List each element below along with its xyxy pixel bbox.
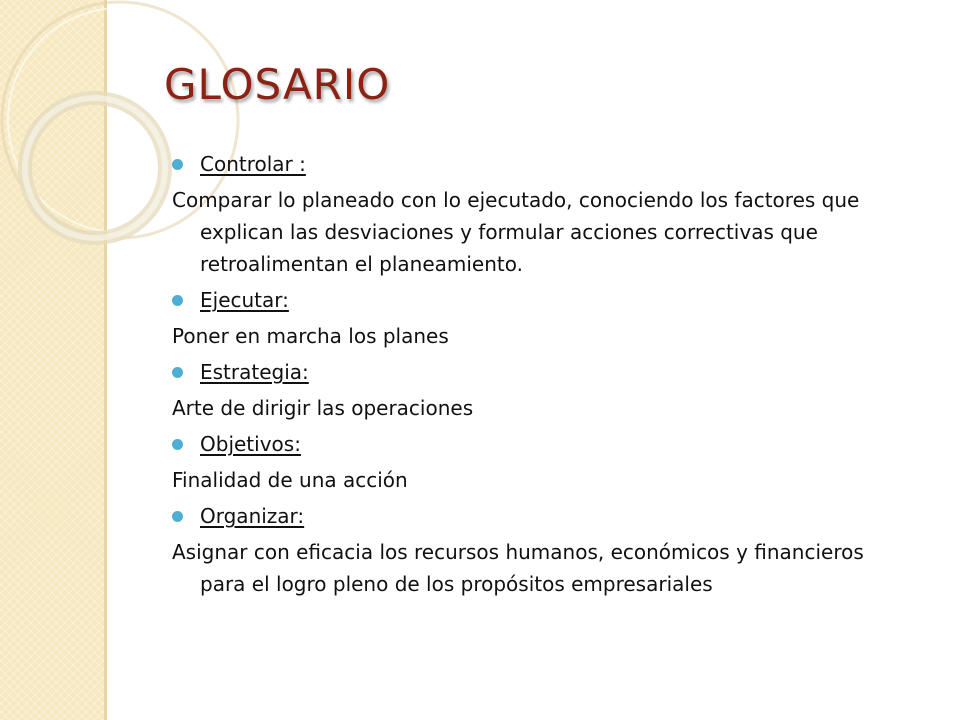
bullet-icon — [172, 295, 183, 306]
term-definition: Asignar con eficacia los recursos humanos, económicos y financieros para el logro pleno de los propósitos empresariales — [172, 540, 864, 596]
term-label: Controlar : — [200, 152, 306, 176]
glossary-term — [172, 430, 872, 458]
slide-title: GLOSARIO — [164, 60, 391, 109]
term-definition: Finalidad de una acción — [172, 468, 408, 492]
term-definition: Arte de dirigir las operaciones — [172, 396, 474, 420]
bullet-icon — [172, 159, 183, 170]
glossary-term — [172, 502, 872, 530]
term-label: Ejecutar: — [200, 288, 289, 312]
glossary-term — [172, 358, 872, 386]
term-definition: Poner en marcha los planes — [172, 324, 449, 348]
glossary-term — [172, 286, 872, 314]
bullet-icon — [172, 367, 183, 378]
glossary-term — [172, 150, 872, 178]
term-label: Objetivos: — [200, 432, 301, 456]
term-label: Organizar: — [200, 504, 305, 528]
bullet-icon — [172, 511, 183, 522]
term-label: Estrategia: — [200, 360, 309, 384]
term-definition: Comparar lo planeado con lo ejecutado, conociendo los factores que explican las desviaciones y formular acciones correctivas que retroalimentan el planeamiento. — [172, 188, 860, 276]
glossary-list — [172, 150, 872, 600]
bullet-icon — [172, 439, 183, 450]
decorative-side-band — [0, 0, 107, 720]
